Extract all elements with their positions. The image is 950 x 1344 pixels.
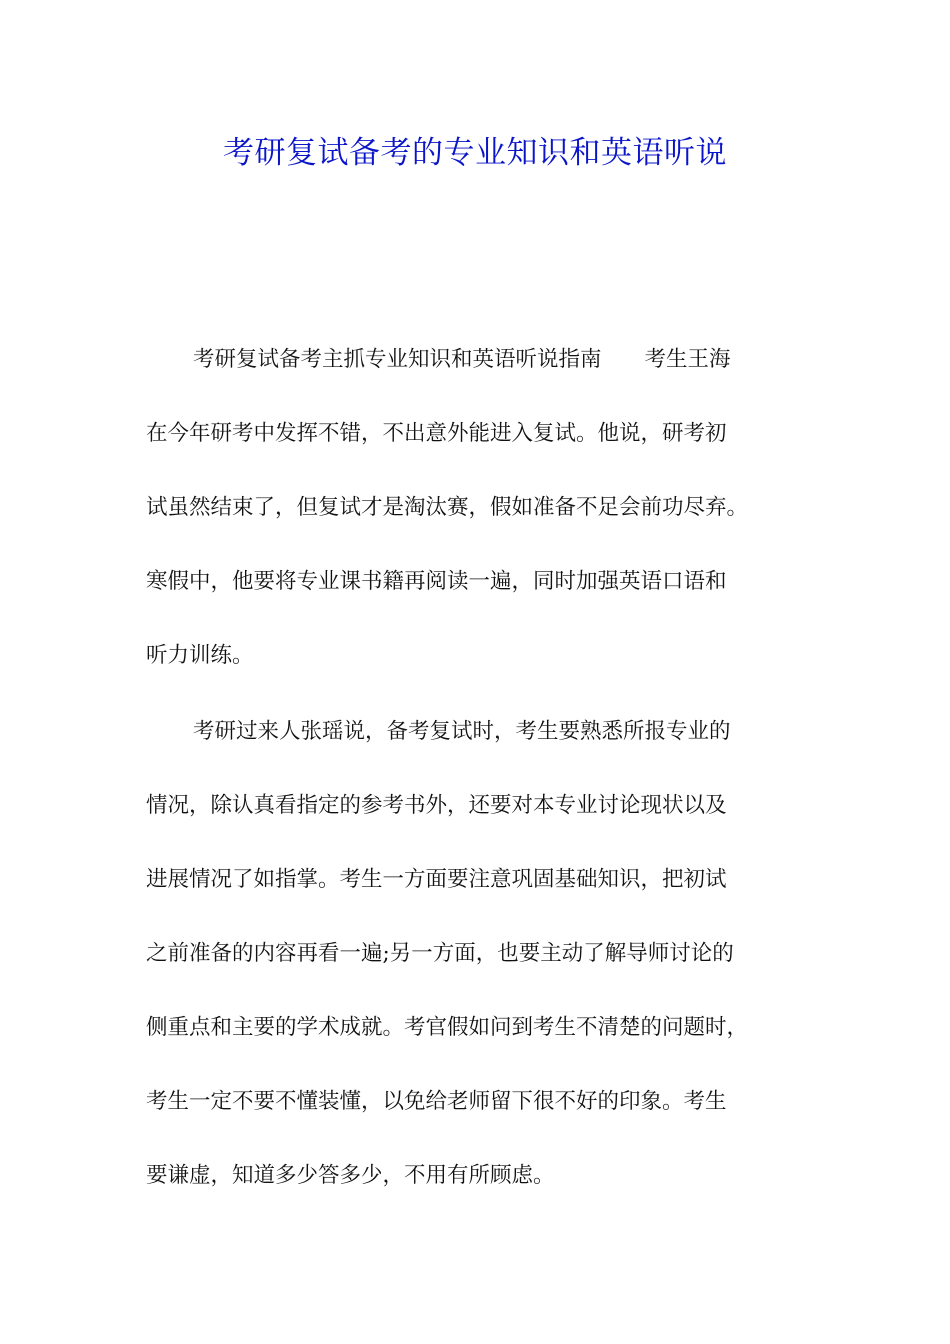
paragraph-line: 考研复试备考主抓专业知识和英语听说指南 考生王海: [193, 347, 731, 372]
paragraph-line: 情况，除认真看指定的参考书外，还要对本专业讨论现状以及: [146, 793, 727, 818]
paragraph-line: 侧重点和主要的学术成就。考官假如问到考生不清楚的问题时，: [146, 1015, 749, 1040]
paragraph-line: 在今年研考中发挥不错，不出意外能进入复试。他说，研考初: [146, 421, 727, 446]
paragraph-line: 要谦虚，知道多少答多少，不用有所顾虑。: [146, 1163, 555, 1188]
paragraph-line: 试虽然结束了，但复试才是淘汰赛，假如准备不足会前功尽弃。: [146, 495, 749, 520]
paragraph-2: [146, 695, 806, 1213]
paragraph-line: 进展情况了如指掌。考生一方面要注意巩固基础知识，把初试: [146, 867, 727, 892]
paragraph-line: 考研过来人张瑶说，备考复试时，考生要熟悉所报专业的: [193, 719, 731, 744]
paragraph-line: 之前准备的内容再看一遍;另一方面，也要主动了解导师讨论的: [146, 941, 734, 966]
paragraph-1: [146, 323, 806, 693]
paragraph-line: 寒假中，他要将专业课书籍再阅读一遍，同时加强英语口语和: [146, 569, 727, 594]
paragraph-line: 考生一定不要不懂装懂，以免给老师留下很不好的印象。考生: [146, 1089, 727, 1114]
paragraph-line: 听力训练。: [146, 643, 254, 668]
document-title: 考研复试备考的专业知识和英语听说: [223, 135, 727, 171]
